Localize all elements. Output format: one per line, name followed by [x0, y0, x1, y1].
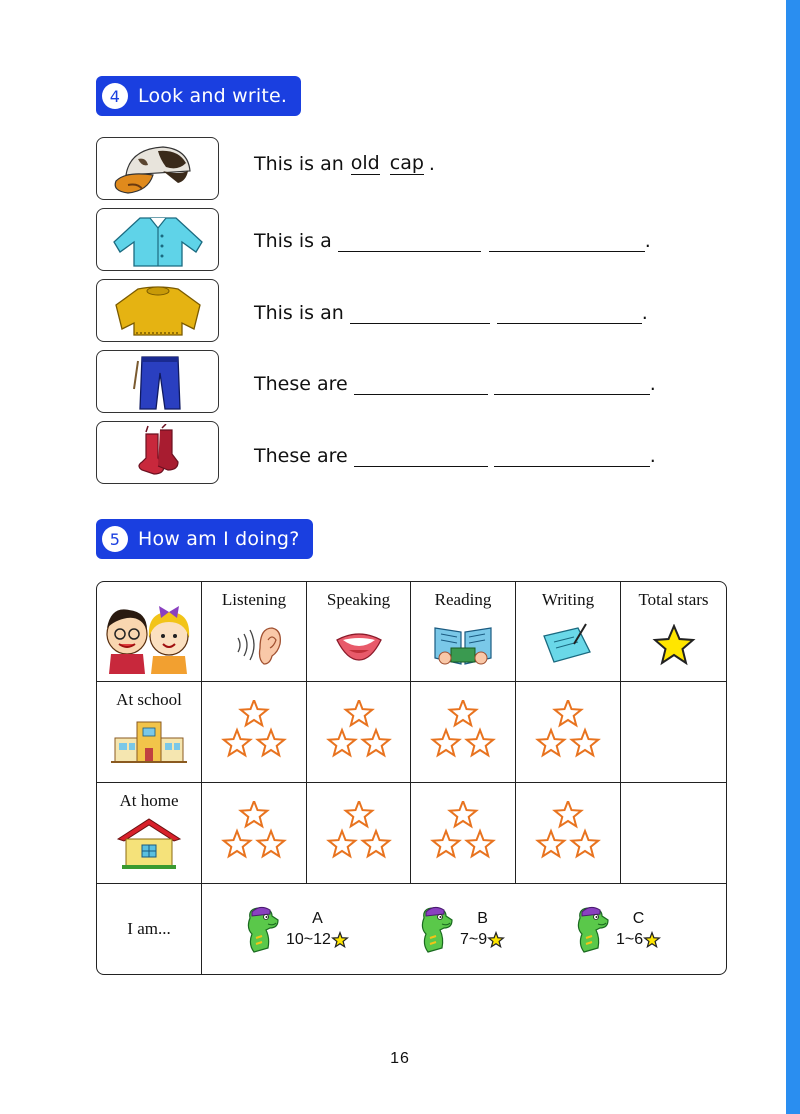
- socks-icon: [118, 424, 198, 482]
- outline-star[interactable]: [241, 700, 268, 725]
- sentence-2: [254, 230, 651, 252]
- column-header-speaking: [307, 582, 411, 682]
- outline-star[interactable]: [258, 730, 285, 755]
- dinosaur-icon: [240, 904, 282, 954]
- grade-range: 1~6: [616, 931, 644, 948]
- column-header-total-stars: [621, 582, 726, 682]
- outline-star[interactable]: [572, 831, 599, 856]
- dinosaur-icon: [570, 904, 612, 954]
- answer-blank[interactable]: [354, 446, 488, 467]
- star-group: [219, 801, 289, 863]
- book-icon: [431, 618, 495, 668]
- filled-star: [645, 932, 660, 946]
- grades-cell: [202, 884, 726, 974]
- outline-star[interactable]: [538, 730, 565, 755]
- mouth-icon: [331, 620, 387, 666]
- star-icon: [643, 931, 661, 949]
- section-number: 5: [102, 526, 128, 552]
- outline-star[interactable]: [467, 831, 494, 856]
- children-icon: [101, 582, 197, 674]
- grade-c[interactable]: [570, 904, 661, 954]
- outline-star[interactable]: [538, 831, 565, 856]
- result-label-cell: [97, 884, 202, 974]
- column-label: Total stars: [638, 590, 709, 609]
- school-icon: [109, 716, 189, 764]
- row-label: At home: [119, 791, 179, 810]
- answer-blank[interactable]: [494, 374, 650, 395]
- page-edge-bar: [786, 0, 800, 1114]
- socks-picture: [96, 421, 219, 484]
- sentence-3: [254, 302, 648, 324]
- cap-icon: [108, 141, 208, 197]
- sentence-prefix: These are: [254, 373, 348, 395]
- section-title: Look and write.: [138, 85, 288, 107]
- grade-range: 7~9: [460, 931, 488, 948]
- star-icon: [487, 931, 505, 949]
- result-label: I am...: [127, 919, 171, 938]
- sentence-prefix: This is an: [254, 302, 344, 324]
- trousers-icon: [118, 353, 198, 411]
- sentence-prefix: This is an: [254, 153, 344, 175]
- notebook-icon: [538, 618, 598, 668]
- column-header-reading: [411, 582, 516, 682]
- star-group: [324, 700, 394, 762]
- sentence-4: [254, 373, 656, 395]
- section-4-header: [96, 76, 301, 116]
- total-stars-cell[interactable]: [621, 682, 726, 783]
- column-header-listening: [202, 582, 307, 682]
- sentence-prefix: This is a: [254, 230, 332, 252]
- children-cell: [97, 582, 202, 682]
- outline-star[interactable]: [241, 801, 268, 826]
- house-icon: [114, 815, 184, 869]
- self-assessment-table: [96, 581, 727, 975]
- dinosaur-icon: [414, 904, 456, 954]
- sentence-prefix: These are: [254, 445, 348, 467]
- answer-word: cap: [389, 152, 424, 174]
- outline-star[interactable]: [224, 831, 251, 856]
- section-5-header: [96, 519, 313, 559]
- section-number: 4: [102, 83, 128, 109]
- star-icon: [331, 931, 349, 949]
- sentence-1: [254, 152, 435, 175]
- star-cell: [516, 783, 621, 884]
- star-icon: [652, 624, 696, 666]
- column-header-writing: [516, 582, 621, 682]
- star-group: [324, 801, 394, 863]
- sentence-period: .: [649, 373, 656, 395]
- grade-a[interactable]: [240, 904, 349, 954]
- sentence-period: .: [644, 230, 651, 252]
- column-label: Reading: [434, 590, 492, 609]
- grade-range: 10~12: [286, 931, 331, 948]
- outline-star[interactable]: [328, 831, 355, 856]
- answer-word: old: [350, 152, 380, 174]
- outline-star[interactable]: [345, 700, 372, 725]
- grade-letter: C: [632, 910, 645, 927]
- sweater-picture: [96, 279, 219, 342]
- star-group: [428, 801, 498, 863]
- outline-star[interactable]: [450, 801, 477, 826]
- outline-star[interactable]: [328, 730, 355, 755]
- star-cell: [411, 682, 516, 783]
- answer-blank[interactable]: [350, 303, 490, 324]
- outline-star[interactable]: [450, 700, 477, 725]
- star-group: [533, 801, 603, 863]
- answer-blank[interactable]: [338, 231, 481, 252]
- shirt-icon: [106, 212, 210, 268]
- row-label: At school: [116, 690, 182, 709]
- total-stars-cell[interactable]: [621, 783, 726, 884]
- column-label: Listening: [221, 590, 287, 609]
- star-cell: [307, 783, 411, 884]
- star-group: [428, 700, 498, 762]
- star-group: [219, 700, 289, 762]
- outline-star[interactable]: [572, 730, 599, 755]
- outline-star[interactable]: [345, 801, 372, 826]
- filled-star: [333, 932, 348, 946]
- page-number: 16: [390, 1050, 410, 1067]
- answer-blank[interactable]: [354, 374, 488, 395]
- column-label: Writing: [541, 590, 595, 609]
- sentence-period: .: [641, 302, 648, 324]
- column-label: Speaking: [326, 590, 391, 609]
- sentence-period: .: [649, 445, 656, 467]
- star-cell: [411, 783, 516, 884]
- star-cell: [202, 682, 307, 783]
- outline-star[interactable]: [467, 730, 494, 755]
- grade-b[interactable]: [414, 904, 505, 954]
- filled-star: [489, 932, 504, 946]
- grade-letter: B: [477, 910, 488, 927]
- outline-star[interactable]: [433, 831, 460, 856]
- outline-star[interactable]: [555, 700, 582, 725]
- sentence-period: .: [428, 153, 435, 175]
- outline-star[interactable]: [258, 831, 285, 856]
- star-cell: [202, 783, 307, 884]
- sentence-5: [254, 445, 656, 467]
- answer-blank[interactable]: [489, 231, 645, 252]
- outline-star[interactable]: [362, 730, 389, 755]
- grade-letter: A: [312, 910, 323, 927]
- star-cell: [307, 682, 411, 783]
- row-header-home: [97, 783, 202, 884]
- outline-star[interactable]: [433, 730, 460, 755]
- sweater-icon: [108, 283, 208, 339]
- outline-star[interactable]: [224, 730, 251, 755]
- row-header-school: [97, 682, 202, 783]
- outline-star[interactable]: [555, 801, 582, 826]
- answer-blank[interactable]: [497, 303, 642, 324]
- star-group: [533, 700, 603, 762]
- star-cell: [516, 682, 621, 783]
- section-title: How am I doing?: [138, 528, 300, 550]
- ear-icon: [224, 620, 284, 670]
- outline-star[interactable]: [362, 831, 389, 856]
- trousers-picture: [96, 350, 219, 413]
- shirt-picture: [96, 208, 219, 271]
- answer-blank[interactable]: [494, 446, 650, 467]
- cap-picture: [96, 137, 219, 200]
